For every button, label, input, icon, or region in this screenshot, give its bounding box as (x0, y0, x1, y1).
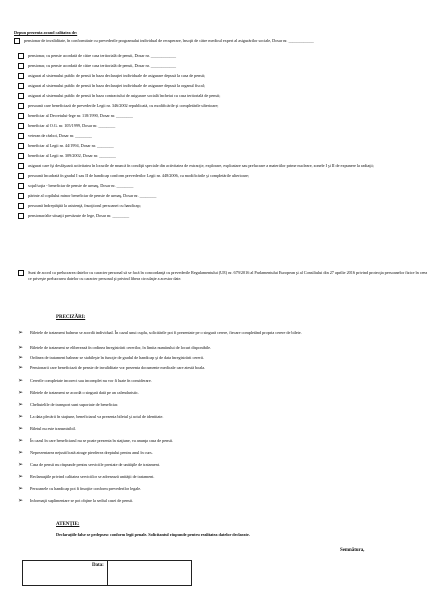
mentiune-item: Pensionarii care beneficiază de pensie de invaliditate vor prezenta documente medicale care atestă boala. (30, 365, 206, 370)
option-label: pensionar/alte situaţii prevăzute de lege, Dosar nr. ________ (28, 213, 130, 218)
mentiune-item: Ordinea de tratament balnear se stabileşte în funcţie de gradul de handicap şi de data înregistrării cererii. (30, 355, 205, 360)
checkbox-option[interactable] (18, 53, 24, 59)
checkbox-option[interactable] (18, 193, 24, 199)
bullet: ➢ (18, 462, 24, 468)
bullet: ➢ (18, 390, 24, 396)
date-cell[interactable] (107, 561, 192, 586)
checkbox-option[interactable] (18, 83, 24, 89)
checkbox-option[interactable] (18, 163, 24, 169)
option-label: asigurat al sistemului public de pensii în baza contractului de asigurare socială încheiat cu casa teritorială de pensii; (28, 93, 221, 98)
option-label: pensionar de invaliditate, în conformitate cu prevederile programului individual de recuperare, însoţit de către medicul expert al asigurărilor sociale, Dosar nr. ____________ (24, 38, 314, 43)
checkbox-option[interactable] (18, 173, 24, 179)
option-label: asigurat al sistemului public de pensii în baza declaraţiei individuale de asigurare depusă la casa de pensii; (28, 73, 206, 78)
checkbox-option[interactable] (18, 103, 24, 109)
bullet: ➢ (18, 330, 24, 336)
option-label: veteran de război, Dosar nr. ________ (28, 133, 92, 138)
mentiune-item: Cererile completate incorect sau incomplet nu vor fi luate în considerare. (30, 378, 152, 383)
mentiune-item: Reclamaţiile privind calitatea serviciilor se adresează unităţii de tratament. (30, 474, 155, 479)
checkbox-option[interactable] (18, 203, 24, 209)
option-label: soţul/soţia - beneficiar de pensie de urmaş, Dosar nr. ________ (28, 183, 134, 188)
bullet: ➢ (18, 474, 24, 480)
option-label: pensionar, cu pensie acordată de către casa teritorială de pensii, Dosar nr. ____________ (28, 63, 176, 68)
checkbox-consent[interactable] (18, 270, 24, 276)
checkbox-option[interactable] (18, 213, 24, 219)
consent-text: Sunt de acord ca prelucrarea datelor cu caracter personal să se facă în concordanţă cu prevederile Regulamentului (UE) nr. 679/2016 al Parlamentului European şi al Consiliului din 27 aprilie 2016 privind protecţia persoanelor fizice în ceea ce priveşte prelucrarea datelor cu caracter personal şi privind libera circulaţie a acestor date. (28, 270, 428, 281)
mentiune-item: Biletele de tratament se eliberează în ordinea înregistrării cererilor, în limita numărului de locuri disponibile. (30, 345, 211, 350)
checkbox-option[interactable] (18, 73, 24, 79)
mentiune-item: În cazul în care beneficiarul nu se poate prezenta în staţiune, va anunţa casa de pensii. (30, 438, 174, 443)
mentiune-item: Biletul nu este transmisibil. (30, 426, 76, 431)
mentiune-item: La data plecării în staţiune, beneficiarul va prezenta biletul şi actul de identitate. (30, 414, 164, 419)
mentiune-item: Persoanele cu handicap pot fi însoţite conform prevederilor legale. (30, 486, 142, 491)
option-label: asigurat al sistemului public de pensii în baza declaraţiei individuale de asigurare depusă la organul fiscal; (28, 83, 205, 88)
option-label: beneficiar al Decretului-lege nr. 118/1990, Dosar nr. ________ (28, 113, 133, 118)
option-label: beneficiar al O.G. nr. 105/1999, Dosar nr. ________ (28, 123, 116, 128)
mentiune-item: Cheltuielile de transport sunt suportate de beneficiar. (30, 402, 119, 407)
atentie-title: ATENŢIE: (56, 522, 80, 527)
checkbox-option[interactable] (18, 113, 24, 119)
option-label: persoană îndreptăţită la asistenţă, însoţitorul persoanei cu handicap; (28, 203, 141, 208)
mentiune-item: Informaţii suplimentare se pot obţine la sediul casei de pensii. (30, 498, 134, 503)
mentiune-item: Casa de pensii nu răspunde pentru serviciile prestate de unităţile de tratament. (30, 462, 160, 467)
mentiune-item: Biletele de tratament balnear se acordă individual. În cazul unui cuplu, solicitările pot fi prezentate pe o singură cerere, fiecare completând propria cerere de bilete. (30, 330, 302, 335)
checkbox-option[interactable] (18, 63, 24, 69)
bullet: ➢ (18, 355, 24, 361)
bullet: ➢ (18, 378, 24, 384)
bullet: ➢ (18, 345, 24, 351)
bullet: ➢ (18, 414, 24, 420)
checkbox-option[interactable] (18, 143, 24, 149)
header: Depun prezenta avand calitatea de: (14, 30, 78, 35)
option-label: asigurat care îşi desfăşoară activitatea în locurile de muncă în condiţii speciale din activitatea de extracţie, explorare, exploatare sau prelucrare a materiilor prime nucleare, zonele I şi II de expunere la radiaţii; (28, 163, 374, 168)
option-label: părinte al copilului minor beneficiar de pensie de urmaş, Dosar nr. ________ (28, 193, 157, 198)
checkbox-option[interactable] (18, 183, 24, 189)
option-label: persoană încadrată în gradul I sau II de handicap conform prevederilor Legii nr. 448/2006, cu modificările şi completările ulterioare; (28, 173, 249, 178)
bullet: ➢ (18, 426, 24, 432)
bullet: ➢ (18, 438, 24, 444)
bullet: ➢ (18, 402, 24, 408)
mentiune-item: Neprezentarea nejustificată atrage pierderea dreptului pentru anul în curs. (30, 450, 153, 455)
option-label: beneficiar al Legii nr. 44/1994, Dosar nr. ________ (28, 143, 114, 148)
mentiuni-title: PRECIZĂRI: (56, 315, 86, 320)
checkbox-option[interactable] (18, 133, 24, 139)
signature-label: Semnătura, (340, 548, 365, 553)
checkbox-option[interactable] (18, 93, 24, 99)
bullet: ➢ (18, 486, 24, 492)
checkbox-option[interactable] (14, 38, 20, 44)
option-label: pensionar, cu pensie acordată de către casa teritorială de pensii, Dosar nr. ____________ (28, 53, 176, 58)
atentie-text: Declaraţiile false se pedepsesc conform legii penale. Solicitantul răspunde pentru realitatea datelor declarate. (56, 532, 250, 537)
bullet: ➢ (18, 450, 24, 456)
option-label: persoană care beneficiază de prevederile Legii nr. 346/2002 republicată, cu modificările şi completările ulterioare; (28, 103, 219, 108)
checkbox-option[interactable] (18, 153, 24, 159)
date-label: Data: (92, 563, 104, 568)
date-table (22, 560, 192, 586)
mentiune-item: Biletele de tratament se acordă o singură dată pe an calendaristic. (30, 390, 139, 395)
bullet: ➢ (18, 365, 24, 371)
option-label: beneficiar al Legii nr. 309/2002, Dosar nr. ________ (28, 153, 116, 158)
bullet: ➢ (18, 498, 24, 504)
checkbox-option[interactable] (18, 123, 24, 129)
